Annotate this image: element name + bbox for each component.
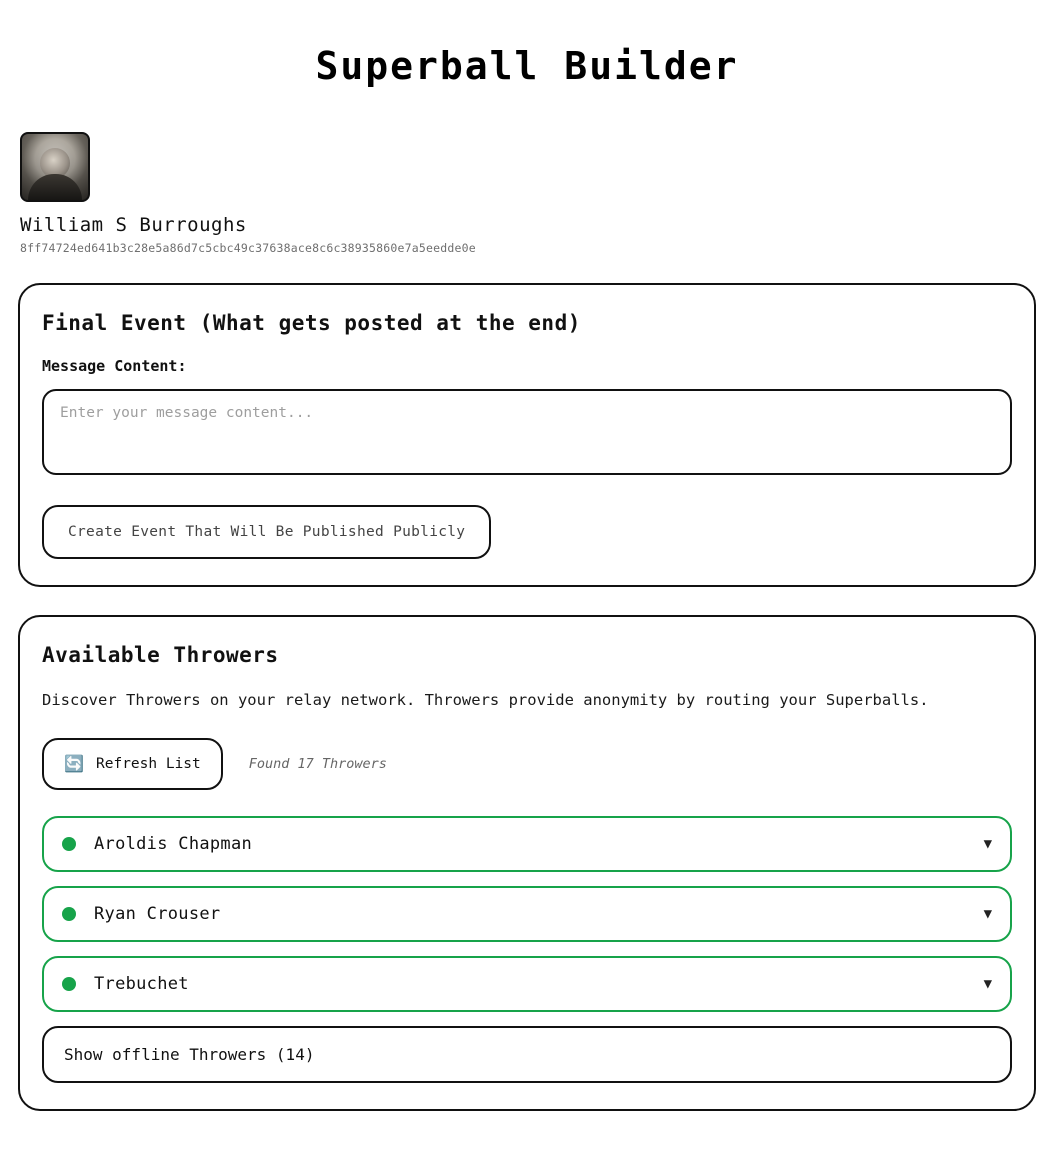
create-event-button[interactable]: Create Event That Will Be Published Publicly (42, 505, 491, 559)
chevron-down-icon[interactable]: ▼ (983, 836, 992, 853)
final-event-card (18, 283, 1036, 587)
thrower-name: Aroldis Chapman (94, 834, 253, 855)
available-throwers-card (18, 615, 1036, 1111)
available-throwers-title: Available Throwers (42, 643, 279, 667)
page-root (0, 44, 1054, 1111)
refresh-row (42, 738, 1012, 790)
thrower-name: Trebuchet (94, 974, 189, 995)
avatar (20, 132, 90, 202)
chevron-down-icon[interactable]: ▼ (983, 976, 992, 993)
status-dot-icon (62, 837, 76, 851)
refresh-icon: 🔄 (64, 754, 84, 774)
thrower-name: Ryan Crouser (94, 904, 221, 925)
found-throwers-count: Found 17 Throwers (248, 756, 387, 773)
status-dot-icon (62, 977, 76, 991)
profile-name: William S Burroughs (20, 214, 247, 236)
page-title: Superball Builder (315, 44, 739, 88)
refresh-list-label: Refresh List (96, 756, 201, 773)
profile-block (18, 132, 1036, 255)
chevron-down-icon[interactable]: ▼ (983, 906, 992, 923)
thrower-item-0[interactable] (42, 816, 1012, 872)
status-dot-icon (62, 907, 76, 921)
show-offline-throwers-button[interactable]: Show offline Throwers (14) (42, 1026, 1012, 1083)
final-event-title: Final Event (What gets posted at the end) (42, 311, 581, 335)
message-content-label: Message Content: (42, 357, 187, 375)
throwers-description: Discover Throwers on your relay network. Throwers provide anonymity by routing your Superballs. (42, 691, 929, 709)
thrower-item-2[interactable] (42, 956, 1012, 1012)
profile-pubkey: 8ff74724ed641b3c28e5a86d7c5cbc49c37638ace8c6c38935860e7a5eedde0e (20, 241, 476, 255)
message-content-input[interactable] (42, 389, 1012, 475)
thrower-item-1[interactable] (42, 886, 1012, 942)
refresh-list-button[interactable] (42, 738, 223, 790)
